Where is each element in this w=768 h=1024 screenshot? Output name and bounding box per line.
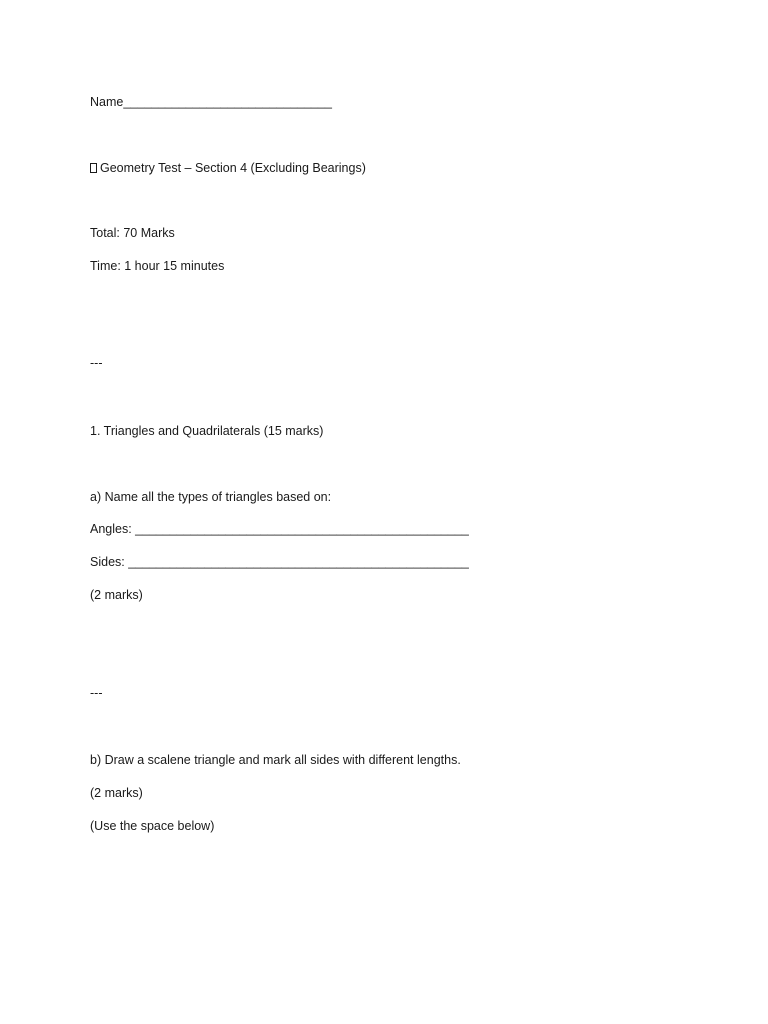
box-glyph-icon (90, 163, 97, 173)
question-a-sides-line: Sides: _________________________________________________ (90, 555, 469, 569)
time-allowed: Time: 1 hour 15 minutes (90, 259, 225, 273)
question-a-angles-line: Angles: ________________________________________________ (90, 522, 469, 536)
separator-2: --- (90, 686, 103, 700)
total-marks: Total: 70 Marks (90, 226, 175, 240)
test-title: Geometry Test – Section 4 (Excluding Bearings) (100, 161, 366, 175)
question-b-marks: (2 marks) (90, 786, 143, 800)
name-field-line: Name______________________________ (90, 95, 332, 109)
question-b-instruction: (Use the space below) (90, 819, 215, 833)
question-a-prompt: a) Name all the types of triangles based on: (90, 490, 332, 504)
separator-1: --- (90, 356, 103, 370)
question-b-prompt: b) Draw a scalene triangle and mark all sides with different lengths. (90, 753, 461, 767)
test-title-row (90, 160, 366, 176)
section-1-heading: 1. Triangles and Quadrilaterals (15 marks) (90, 424, 324, 438)
question-a-marks: (2 marks) (90, 588, 143, 602)
